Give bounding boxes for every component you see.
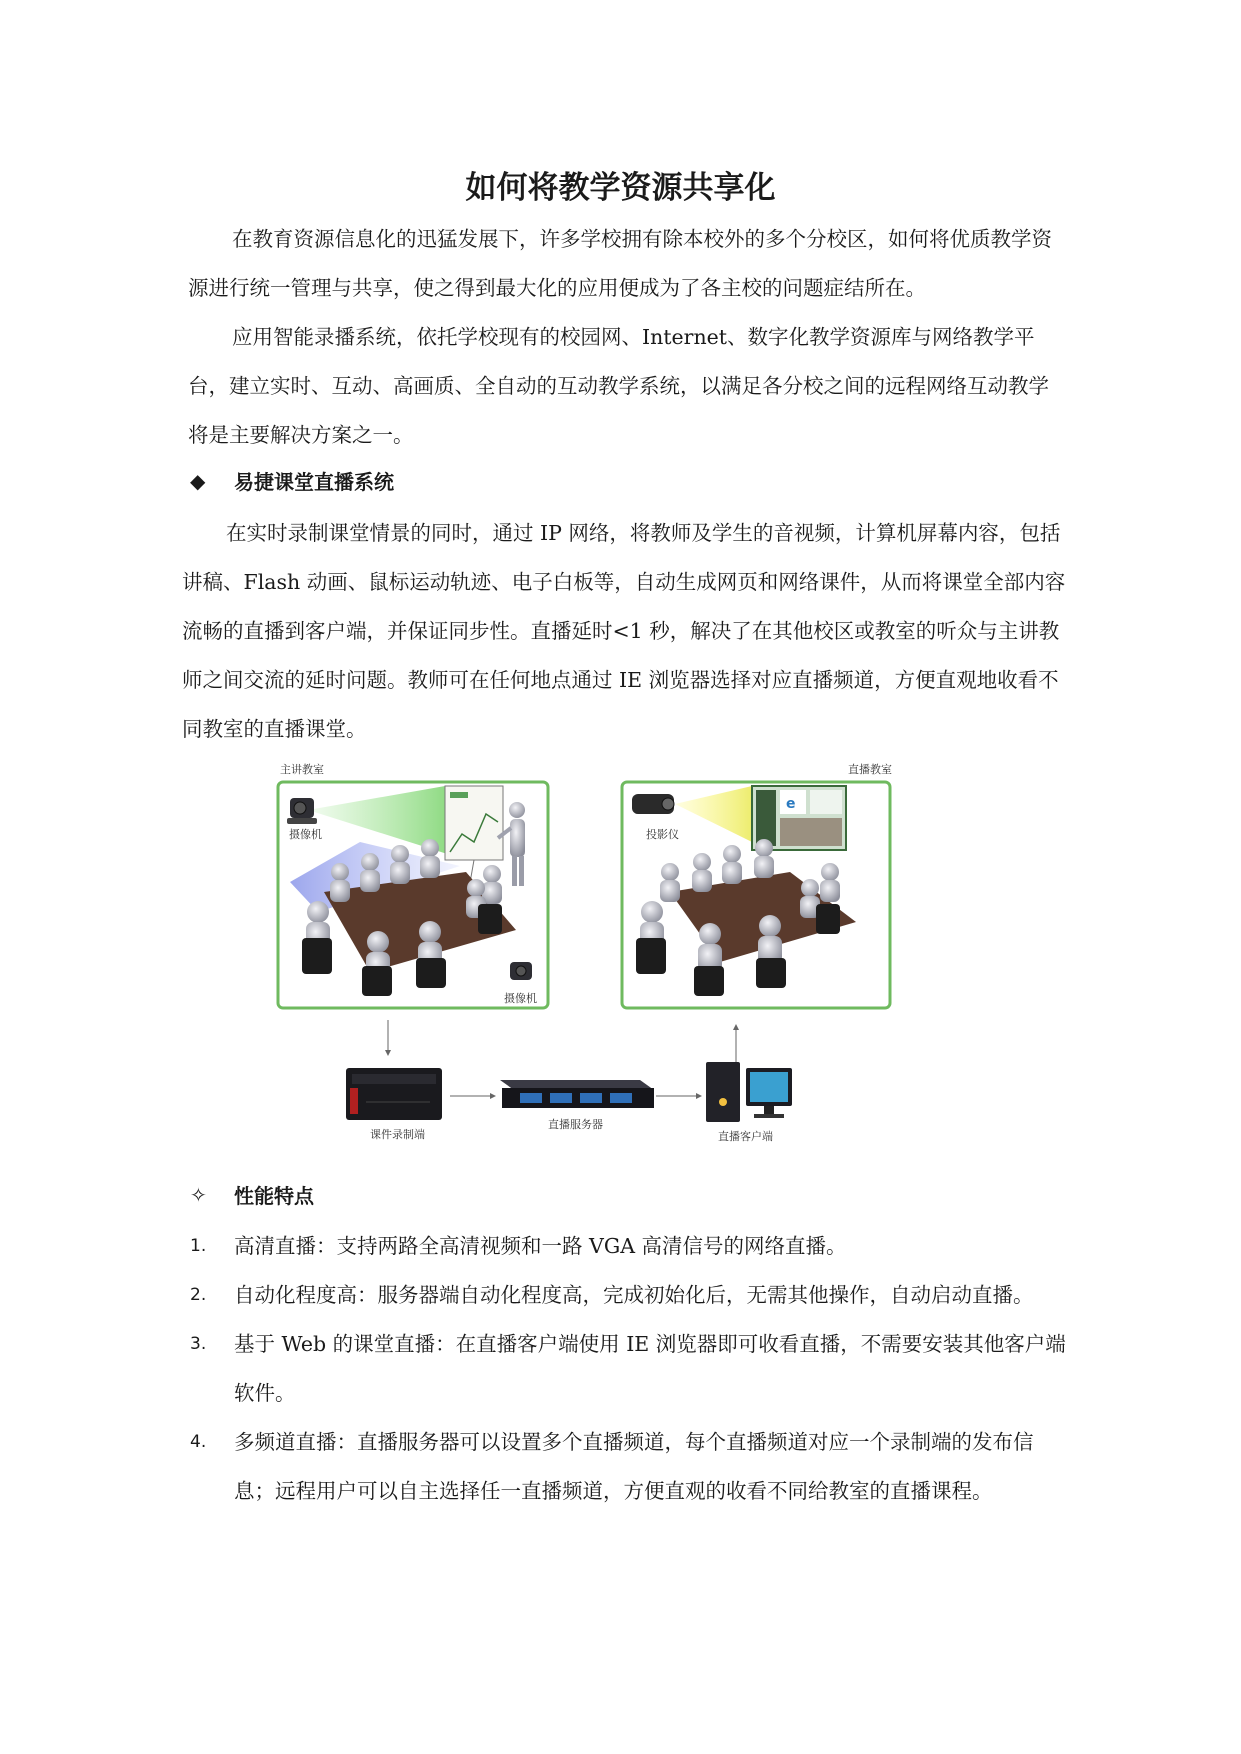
- svg-text:e: e: [786, 796, 796, 812]
- projector-icon: [632, 794, 674, 814]
- page-title: 如何将教学资源共享化: [465, 170, 776, 206]
- list-item-number: 3.: [190, 1334, 207, 1354]
- list-item: [190, 1418, 1070, 1516]
- camera-icon: [287, 798, 317, 824]
- section-heading-live: [190, 466, 394, 495]
- projector-label: 投影仪: [646, 828, 679, 841]
- list-item: [190, 1271, 1070, 1320]
- right-room-label: 直播教室: [848, 763, 892, 776]
- list-item-text: 高清直播：支持两路全高清视频和一路 VGA 高清信号的网络直播。: [234, 1234, 847, 1258]
- section-heading-features: [190, 1180, 314, 1209]
- server-device-icon: [500, 1080, 654, 1108]
- server-label: 直播服务器: [548, 1118, 603, 1131]
- camera-icon: [510, 962, 532, 980]
- list-item-text: 多频道直播：直播服务器可以设置多个直播频道，每个直播频道对应一个录制端的发布信息；远程用户可以自主选择任一直播频道，方便直观的收看不同给教室的直播课程。: [234, 1430, 1034, 1503]
- intro-paragraph-2: 应用智能录播系统，依托学校现有的校园网、Internet、数字化教学资源库与网络教学平台，建立实时、互动、高画质、全自动的互动教学系统，以满足各分校之间的远程网络互动教学将是主要解决方案之一。: [188, 325, 1049, 447]
- left-room-label: 主讲教室: [280, 763, 324, 776]
- list-item-text: 基于 Web 的课堂直播：在直播客户端使用 IE 浏览器即可收看直播，不需要安装其他客户端软件。: [234, 1332, 1066, 1405]
- system-diagram: [270, 762, 970, 1167]
- camera-label-1: 摄像机: [289, 828, 322, 841]
- section-heading-features-text: 性能特点: [234, 1184, 314, 1208]
- list-item-number: 1.: [190, 1236, 207, 1256]
- section-heading-live-text: 易捷课堂直播系统: [234, 470, 394, 494]
- list-item-number: 4.: [190, 1432, 207, 1452]
- intro-paragraph-1: 在教育资源信息化的迅猛发展下，许多学校拥有除本校外的多个分校区，如何将优质教学资源进行统一管理与共享，使之得到最大化的应用便成为了各主校的问题症结所在。: [188, 227, 1052, 300]
- client-computer-icon: [706, 1062, 792, 1122]
- recorder-device-icon: [346, 1068, 442, 1120]
- list-item-number: 2.: [190, 1285, 207, 1305]
- recorder-label: 课件录制端: [370, 1128, 425, 1141]
- sparkle-bullet-icon: ✧: [190, 1182, 207, 1207]
- list-item: [190, 1222, 1070, 1271]
- client-label: 直播客户端: [718, 1130, 773, 1143]
- diamond-bullet-icon: ◆: [190, 468, 206, 493]
- camera-label-2: 摄像机: [504, 992, 537, 1005]
- list-item: [190, 1320, 1070, 1418]
- live-system-paragraph: 在实时录制课堂情景的同时，通过 IP 网络，将教师及学生的音视频，计算机屏幕内容，包括讲稿、Flash 动画、鼠标运动轨迹、电子白板等，自动生成网页和网络课件，从而将课堂全部内容流畅的直播到客户端，并保证同步性。直播延时<1 秒，解决了在其他校区或教室的听众与主讲教师之间交流的延时问题。教师可在任何地点通过 IE 浏览器选择对应直播频道，方便直观地收看不同教室的直播课堂。: [182, 521, 1066, 741]
- list-item-text: 自动化程度高：服务器端自动化程度高，完成初始化后，无需其他操作，自动启动直播。: [234, 1283, 1034, 1307]
